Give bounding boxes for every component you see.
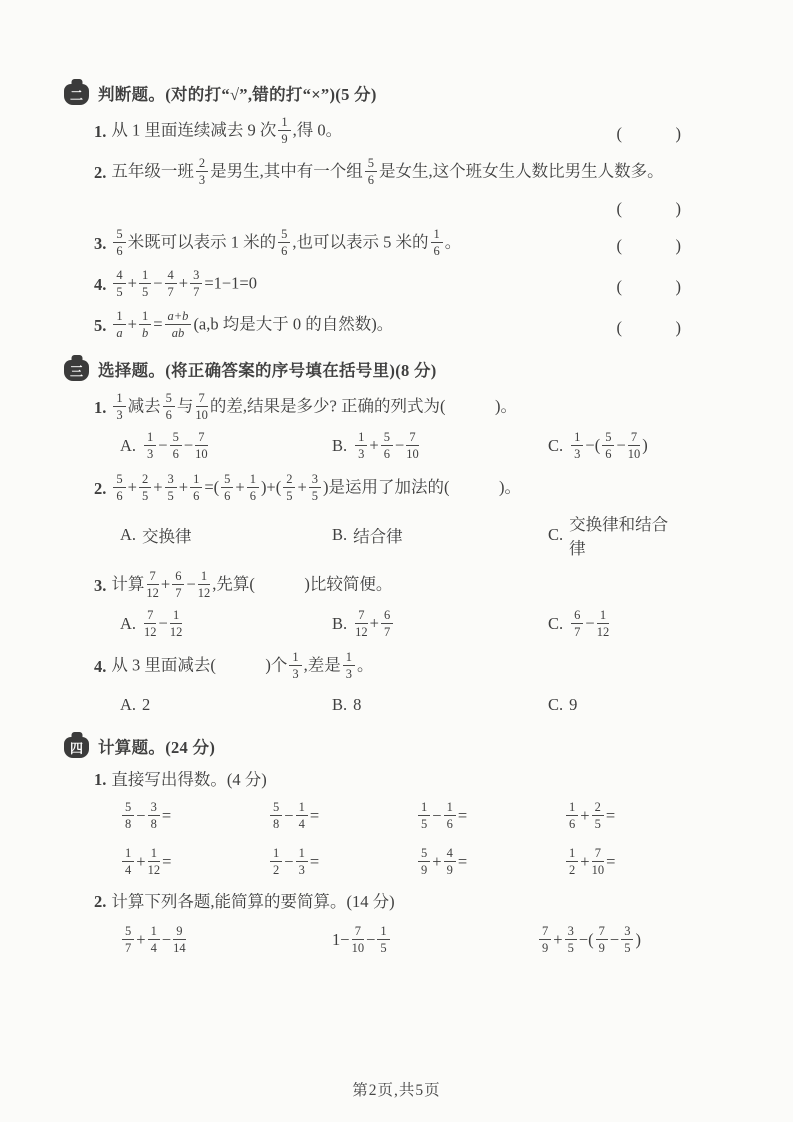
judge-question-2 xyxy=(64,154,682,191)
question-number: 2. xyxy=(94,162,107,182)
question-text: 1. 从 1 里面连续减去 9 次 $\frac{1}{9}$ ,得 0。 xyxy=(94,115,343,146)
section-title: 判断题。(对的打“√”,错的打“×”)(5 分) xyxy=(98,84,377,104)
section-title: 计算题。(24 分) xyxy=(98,737,216,757)
choice-question-1 xyxy=(64,389,682,426)
option-c: C. $\frac{6}{7}$ − $\frac{1}{12}$ xyxy=(548,607,610,639)
option-c: C. 交换律和结合律 xyxy=(548,515,669,558)
option-b: B. 结合律 xyxy=(332,525,403,546)
part-number: 1. xyxy=(94,770,107,789)
part-number: 2. xyxy=(94,892,107,911)
option-b: B. $\frac{1}{3}$ + $\frac{5}{6}$ − $\frac{7}{10}$ xyxy=(332,429,419,461)
calc-row-1 xyxy=(64,796,682,836)
option-a: A. 交换律 xyxy=(120,525,192,546)
section-judge-header xyxy=(64,80,682,105)
question-number: 2. xyxy=(94,478,107,498)
calc-expression: $\frac{5}{7}$ + $\frac{1}{4}$ − $\frac{9}{14}$ xyxy=(120,925,332,956)
option-a: A. $\frac{7}{12}$ − $\frac{1}{12}$ xyxy=(120,607,183,639)
question-stem: 1. $\frac{1}{3}$ 减去 $\frac{5}{6}$ 与 $\frac{7}{10}$ 的差,结果是多少? 正确的列式为( )。 xyxy=(94,391,517,422)
section-choice xyxy=(64,356,682,721)
section-judge xyxy=(64,80,682,344)
calc-expression: $\frac{1}{4}$ + $\frac{1}{12}$ = xyxy=(120,847,268,878)
option-c: C. $\frac{1}{3}$ −( $\frac{5}{6}$ − $\frac{7}{10}$ ) xyxy=(548,429,648,461)
question-text: 3. $\frac{5}{6}$ 米既可以表示 1 米的 $\frac{5}{6}$ ,也可以表示 5 米的 $\frac{1}{6}$ 。 xyxy=(94,227,462,258)
option-b: B. 8 xyxy=(332,695,362,714)
answer-bracket: ( ) xyxy=(616,199,682,218)
calc-expression: $\frac{1}{2}$ − $\frac{1}{3}$ = xyxy=(268,847,416,878)
calc-row-2 xyxy=(64,842,682,882)
choice-question-1-options xyxy=(64,430,682,462)
question-text: 5. $\frac{1}{a}$ + $\frac{1}{b}$ = $\frac{a+b}{ab}$ (a,b 均是大于 0 的自然数)。 xyxy=(94,309,394,340)
page-content xyxy=(64,80,682,968)
choice-question-2-options xyxy=(64,511,682,559)
calc-row-3 xyxy=(64,920,682,960)
calc-expression: $\frac{1}{5}$ − $\frac{1}{6}$ = xyxy=(416,801,564,832)
calc-expression: $\frac{5}{8}$ − $\frac{3}{8}$ = xyxy=(120,801,268,832)
judge-question-2-bracket-line xyxy=(64,195,682,219)
choice-question-3 xyxy=(64,567,682,604)
section-calc-header xyxy=(64,733,682,758)
choice-question-3-options xyxy=(64,608,682,640)
question-text: 4. $\frac{4}{5}$ + $\frac{1}{5}$ − $\frac{4}{7}$ + $\frac{3}{7}$ =1−1=0 xyxy=(94,268,257,299)
judge-question-5 xyxy=(64,307,682,344)
calc-part-1-title: 1. 直接写出得数。(4 分) xyxy=(94,770,267,789)
option-a: A. 2 xyxy=(120,695,151,714)
question-number: 3. xyxy=(94,233,107,253)
option-c: C. 9 xyxy=(548,695,578,714)
question-number: 4. xyxy=(94,656,107,676)
section-badge-icon: 三 xyxy=(64,360,89,381)
question-stem: 2. $\frac{5}{6}$ + $\frac{2}{5}$ + $\frac{3}{5}$ + $\frac{1}{6}$ =( $\frac{5}{6}$ + $\frac{1}{6}$ )+( $\frac{2}{5}$ + $\frac{3}{5}$ )是运用了加法的( )。 xyxy=(94,472,522,503)
section-badge-icon: 四 xyxy=(64,737,89,758)
judge-question-4 xyxy=(64,266,682,303)
answer-bracket: ( ) xyxy=(616,123,682,143)
section-choice-header xyxy=(64,356,682,381)
option-b: B. $\frac{7}{12}$ + $\frac{6}{7}$ xyxy=(332,609,548,640)
question-number: 1. xyxy=(94,397,107,417)
calc-expression: $\frac{1}{2}$ + $\frac{7}{10}$ = xyxy=(564,847,712,878)
judge-question-3 xyxy=(64,225,682,262)
choice-question-4 xyxy=(64,648,682,685)
calc-expression: 1− $\frac{7}{10}$ − $\frac{1}{5}$ xyxy=(332,925,537,956)
answer-bracket: ( ) xyxy=(616,235,682,255)
calc-expression: $\frac{1}{6}$ + $\frac{2}{5}$ = xyxy=(564,801,712,832)
question-number: 1. xyxy=(94,121,107,141)
judge-question-1 xyxy=(64,113,682,150)
choice-question-2 xyxy=(64,470,682,507)
question-text: 2. 五年级一班 $\frac{2}{3}$ 是男生,其中有一个组 $\frac{5}{6}$ 是女生,这个班女生人数比男生人数多。 xyxy=(94,156,664,187)
calc-expression: $\frac{5}{9}$ + $\frac{4}{9}$ = xyxy=(416,847,564,878)
calc-part-2-title: 2. 计算下列各题,能简算的要简算。(14 分) xyxy=(94,892,395,911)
calc-expression: $\frac{5}{8}$ − $\frac{1}{4}$ = xyxy=(268,801,416,832)
option-a: A. $\frac{1}{3}$ − $\frac{5}{6}$ − $\frac{7}{10}$ xyxy=(120,429,208,461)
question-number: 4. xyxy=(94,274,107,294)
calc-expression: $\frac{7}{9}$ + $\frac{3}{5}$ −( $\frac{7}{9}$ − $\frac{3}{5}$ ) xyxy=(537,925,682,956)
question-number: 3. xyxy=(94,575,107,595)
answer-bracket: ( ) xyxy=(616,317,682,337)
question-stem: 3. 计算 $\frac{7}{12}$ + $\frac{6}{7}$ − $\frac{1}{12}$ ,先算( )比较简便。 xyxy=(94,569,393,600)
choice-question-4-options xyxy=(64,689,682,721)
section-calc xyxy=(64,733,682,960)
question-stem: 4. 从 3 里面减去( )个 $\frac{1}{3}$ ,差是 $\frac{1}{3}$ 。 xyxy=(94,650,374,681)
answer-bracket: ( ) xyxy=(616,276,682,296)
section-badge-icon: 二 xyxy=(64,84,89,105)
question-number: 5. xyxy=(94,315,107,335)
section-title: 选择题。(将正确答案的序号填在括号里)(8 分) xyxy=(98,360,437,380)
page-number: 第2页,共5页 xyxy=(352,1082,441,1099)
